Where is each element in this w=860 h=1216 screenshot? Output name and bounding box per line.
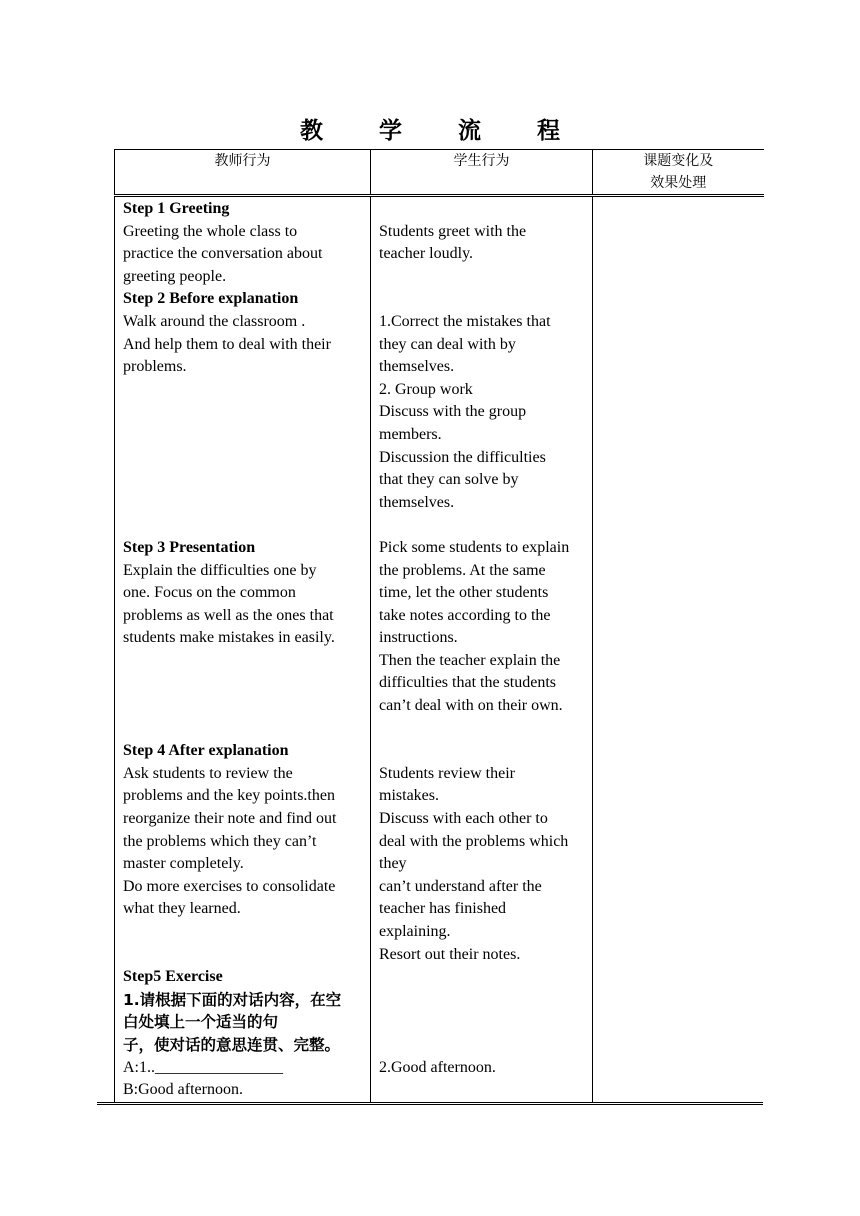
student-step3-text: can’t deal with on their own. (379, 697, 563, 715)
exercise-instruction: 子，使对话的意思连贯、完整。 (123, 1035, 341, 1054)
student-step4-text: Discuss with each other to (379, 810, 548, 828)
student-actions-cell (371, 196, 593, 1104)
student-step2-text: themselves. (379, 358, 455, 376)
exercise-instruction: 1.请根据下面的对话内容，在空 (123, 990, 342, 1009)
table-bottom-rule (97, 1102, 763, 1105)
step4-text: what they learned. (123, 900, 241, 918)
step4-text: Do more exercises to consolidate (123, 877, 336, 895)
header-student: 学生行为 (371, 150, 593, 196)
teacher-actions-cell (115, 196, 371, 1104)
student-step2-text: they can deal with by (379, 335, 516, 353)
header-notes: 课题变化及 效果处理 (593, 150, 764, 196)
step1-text: practice the conversation about (123, 245, 323, 263)
step2-text: Walk around the classroom . (123, 312, 306, 330)
student-step4-text: can’t understand after the (379, 877, 542, 895)
student-step3-text: the problems. At the same (379, 561, 546, 579)
step4-title: Step 4 After explanation (123, 742, 289, 760)
step1-title: Step 1 Greeting (123, 200, 230, 217)
step1-text: greeting people. (123, 267, 227, 285)
student-step2-text: 2. Group work (379, 380, 473, 398)
student-step1-text: teacher loudly. (379, 245, 474, 263)
student-step3-text: Pick some students to explain (379, 538, 570, 556)
table-body-row (115, 196, 764, 1104)
step3-text: problems as well as the ones that (123, 606, 334, 624)
student-step2-text: Discuss with the group (379, 403, 527, 421)
student-step2-text: 1.Correct the mistakes that (379, 312, 551, 330)
step4-text: problems and the key points.then (123, 787, 335, 805)
student-step4-text: explaining. (379, 923, 451, 940)
page-title: 教 学 流 程 (299, 117, 585, 144)
step4-text: the problems which they can’t (123, 832, 317, 850)
student-step4-text: teacher has finished (379, 900, 507, 918)
table-header-row (115, 150, 764, 196)
step1-text: Greeting the whole class to (123, 222, 298, 240)
step2-title: Step 2 Before explanation (123, 290, 299, 308)
student-step2-text: members. (379, 425, 442, 443)
student-step2-text: Discussion the difficulties (379, 448, 546, 466)
step3-text: one. Focus on the common (123, 584, 296, 602)
header-teacher: 教师行为 (115, 150, 371, 196)
student-step4-text: they (379, 855, 407, 873)
notes-cell (593, 196, 764, 1104)
student-step2-text: themselves. (379, 493, 455, 511)
student-step2-text: that they can solve by (379, 471, 519, 489)
exercise-instruction: 白处填上一个适当的句 (123, 1013, 279, 1032)
step5-title: Step5 Exercise (123, 968, 223, 986)
step2-text: And help them to deal with their (123, 335, 331, 353)
lesson-flow-table (114, 149, 764, 1103)
step4-text: reorganize their note and find out (123, 810, 337, 828)
student-step4-text: Resort out their notes. (379, 945, 521, 963)
step3-text: Explain the difficulties one by (123, 561, 317, 579)
student-step3-text: Then the teacher explain the (379, 651, 561, 669)
student-step1-text: Students greet with the (379, 222, 527, 240)
step4-text: master completely. (123, 855, 244, 873)
student-step3-text: difficulties that the students (379, 674, 557, 692)
student-step3-text: take notes according to the (379, 606, 551, 624)
step4-text: Ask students to review the (123, 764, 293, 782)
student-step3-text: instructions. (379, 629, 458, 647)
student-step3-text: time, let the other students (379, 584, 549, 602)
student-step4-text: deal with the problems which (379, 832, 569, 850)
student-step4-text: mistakes. (379, 787, 439, 805)
step3-text: students make mistakes in easily. (123, 629, 335, 647)
step3-title: Step 3 Presentation (123, 538, 256, 556)
dialogue-line-a: A:1..________________ (123, 1058, 283, 1076)
dialogue-line-b: B:Good afternoon. (123, 1081, 243, 1099)
student-step4-text: Students review their (379, 764, 515, 782)
step2-text: problems. (123, 358, 187, 376)
student-step5-text: 2.Good afternoon. (379, 1058, 496, 1076)
